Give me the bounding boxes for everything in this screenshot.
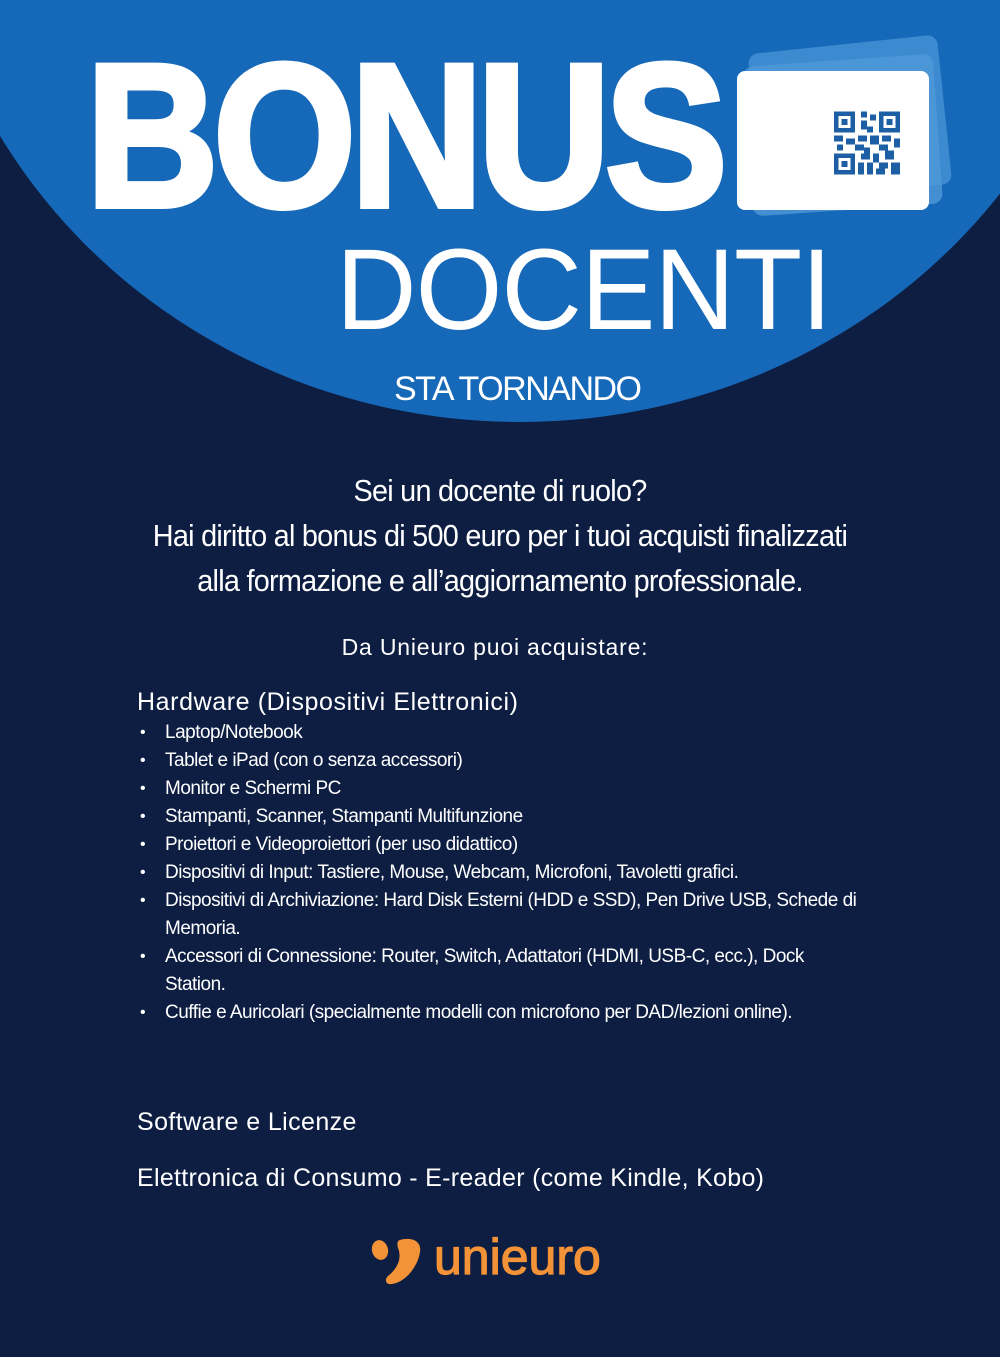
title-docenti: DOCENTI bbox=[336, 226, 832, 354]
list-item: • Accessori di Connessione: Router, Switch, Adattatori (HDMI, USB-C, ecc.), Dock Station. bbox=[137, 943, 857, 999]
bullet-icon: • bbox=[140, 1004, 146, 1021]
bullet-icon: • bbox=[140, 836, 146, 853]
intro-line-2: Hai diritto al bonus di 500 euro per i tuoi acquisti finalizzati bbox=[152, 518, 848, 553]
hardware-heading: Hardware (Dispositivi Elettronici) bbox=[137, 688, 519, 716]
bonus-card bbox=[737, 71, 929, 210]
qr-code-icon bbox=[834, 111, 900, 175]
purchase-intro: Da Unieuro puoi acquistare: bbox=[341, 634, 649, 660]
list-item: • Dispositivi di Archiviazione: Hard Disk Esterni (HDD e SSD), Pen Drive USB, Schede di Memoria. bbox=[137, 887, 857, 943]
list-item: • Dispositivi di Input: Tastiere, Mouse, Webcam, Microfoni, Tavoletti grafici. bbox=[137, 859, 857, 887]
intro-text bbox=[0, 468, 1000, 603]
list-item: • Stampanti, Scanner, Stampanti Multifunzione bbox=[137, 803, 857, 831]
unieuro-logo-icon bbox=[370, 1236, 426, 1286]
list-item: • Monitor e Schermi PC bbox=[137, 775, 857, 803]
bullet-icon: • bbox=[140, 724, 146, 741]
brand-name: unieuro bbox=[434, 1229, 601, 1285]
bullet-icon: • bbox=[140, 864, 146, 881]
hardware-list bbox=[137, 719, 857, 1027]
bullet-icon: • bbox=[140, 752, 146, 769]
bullet-icon: • bbox=[140, 948, 146, 965]
consumer-electronics-heading: Elettronica di Consumo - E-reader (come Kindle, Kobo) bbox=[137, 1164, 765, 1192]
bullet-icon: • bbox=[140, 780, 146, 797]
intro-line-3: alla formazione e all’aggiornamento professionale. bbox=[197, 563, 803, 598]
list-item: • Proiettori e Videoproiettori (per uso didattico) bbox=[137, 831, 857, 859]
list-item: • Cuffie e Auricolari (specialmente modelli con microfono per DAD/lezioni online). bbox=[137, 999, 857, 1027]
bullet-icon: • bbox=[140, 892, 146, 909]
title-bonus: BONUS bbox=[86, 22, 723, 250]
intro-question: Sei un docente di ruolo? bbox=[353, 473, 647, 508]
list-item: • Laptop/Notebook bbox=[137, 719, 857, 747]
bullet-icon: • bbox=[140, 808, 146, 825]
list-item: • Tablet e iPad (con o senza accessori) bbox=[137, 747, 857, 775]
unieuro-logo bbox=[370, 1229, 601, 1289]
subtitle-sta-tornando: STA TORNANDO bbox=[394, 370, 641, 408]
software-heading: Software e Licenze bbox=[137, 1108, 357, 1136]
